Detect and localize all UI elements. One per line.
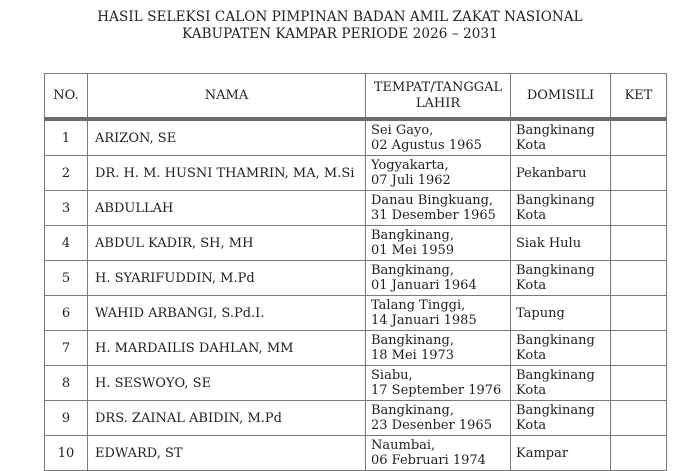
header-nama: NAMA xyxy=(88,74,366,120)
cell-tempat-tanggal-lahir xyxy=(366,366,511,401)
cell-no: 5 xyxy=(45,261,88,296)
cell-tempat: Bangkinang, xyxy=(371,263,454,278)
cell-ket xyxy=(611,119,667,156)
cell-tanggal: 14 Januari 1985 xyxy=(371,313,477,328)
header-ttl-line2: LAHIR xyxy=(415,95,461,111)
cell-no: 2 xyxy=(45,156,88,191)
cell-domisili-line1: Bangkinang xyxy=(516,123,595,138)
cell-tempat: Yogyakarta, xyxy=(371,158,449,173)
table-row xyxy=(45,261,667,296)
cell-tempat-tanggal-lahir xyxy=(366,436,511,471)
selection-results-table xyxy=(44,73,667,471)
cell-ket xyxy=(611,296,667,331)
cell-tempat-tanggal-lahir xyxy=(366,401,511,436)
cell-tanggal: 02 Agustus 1965 xyxy=(371,138,482,153)
cell-domisili xyxy=(511,226,611,261)
cell-tempat: Bangkinang, xyxy=(371,228,454,243)
cell-no: 3 xyxy=(45,191,88,226)
cell-nama: ABDULLAH xyxy=(88,191,366,226)
cell-domisili xyxy=(511,156,611,191)
cell-tempat-tanggal-lahir xyxy=(366,119,511,156)
table-row xyxy=(45,436,667,471)
cell-no: 1 xyxy=(45,119,88,156)
cell-domisili xyxy=(511,331,611,366)
cell-tempat: Bangkinang, xyxy=(371,403,454,418)
cell-nama: H. SYARIFUDDIN, M.Pd xyxy=(88,261,366,296)
document-title-line1: HASIL SELEKSI CALON PIMPINAN BADAN AMIL ZAKAT NASIONAL xyxy=(97,9,583,25)
cell-tempat-tanggal-lahir xyxy=(366,191,511,226)
cell-tempat: Naumbai, xyxy=(371,438,436,453)
table-row xyxy=(45,296,667,331)
cell-ket xyxy=(611,156,667,191)
header-ttl-line1: TEMPAT/TANGGAL xyxy=(373,79,503,95)
cell-nama: ARIZON, SE xyxy=(88,119,366,156)
cell-domisili-line1: Pekanbaru xyxy=(516,165,587,181)
cell-ket xyxy=(611,191,667,226)
cell-tempat: Talang Tinggi, xyxy=(371,298,466,313)
cell-no: 4 xyxy=(45,226,88,261)
cell-tanggal: 06 Februari 1974 xyxy=(371,453,486,468)
table-row xyxy=(45,331,667,366)
cell-domisili-line2: Kota xyxy=(516,348,547,363)
cell-no: 6 xyxy=(45,296,88,331)
document-title-line2: KABUPATEN KAMPAR PERIODE 2026 – 2031 xyxy=(182,26,498,42)
cell-nama: EDWARD, ST xyxy=(88,436,366,471)
cell-domisili-line1: Tapung xyxy=(516,305,565,321)
cell-nama: DRS. ZAINAL ABIDIN, M.Pd xyxy=(88,401,366,436)
cell-domisili xyxy=(511,436,611,471)
cell-tempat: Siabu, xyxy=(371,368,413,383)
cell-tempat-tanggal-lahir xyxy=(366,226,511,261)
cell-tanggal: 01 Januari 1964 xyxy=(371,278,477,293)
cell-tempat: Danau Bingkuang, xyxy=(371,193,494,208)
cell-ket xyxy=(611,401,667,436)
cell-tanggal: 23 Desenber 1965 xyxy=(371,418,492,433)
table-row xyxy=(45,156,667,191)
header-tempat-tanggal-lahir xyxy=(366,74,511,120)
cell-domisili-line2: Kota xyxy=(516,278,547,293)
cell-no: 7 xyxy=(45,331,88,366)
cell-nama: WAHID ARBANGI, S.Pd.I. xyxy=(88,296,366,331)
cell-ket xyxy=(611,366,667,401)
cell-nama: ABDUL KADIR, SH, MH xyxy=(88,226,366,261)
table-row xyxy=(45,366,667,401)
cell-domisili xyxy=(511,191,611,226)
cell-tempat-tanggal-lahir xyxy=(366,296,511,331)
cell-domisili-line2: Kota xyxy=(516,418,547,433)
cell-domisili-line1: Bangkinang xyxy=(516,368,595,383)
cell-tanggal: 01 Mei 1959 xyxy=(371,243,455,258)
cell-tempat: Bangkinang, xyxy=(371,333,454,348)
cell-domisili-line1: Kampar xyxy=(516,445,569,461)
cell-domisili xyxy=(511,366,611,401)
cell-domisili-line1: Bangkinang xyxy=(516,403,595,418)
cell-tempat: Sei Gayo, xyxy=(371,123,434,138)
table-row xyxy=(45,226,667,261)
cell-no: 9 xyxy=(45,401,88,436)
cell-tanggal: 31 Desember 1965 xyxy=(371,208,496,223)
cell-domisili-line2: Kota xyxy=(516,138,547,153)
table-header-row xyxy=(45,74,667,120)
cell-tanggal: 18 Mei 1973 xyxy=(371,348,455,363)
cell-domisili xyxy=(511,261,611,296)
cell-tempat-tanggal-lahir xyxy=(366,156,511,191)
cell-tempat-tanggal-lahir xyxy=(366,331,511,366)
header-ket: KET xyxy=(611,74,667,120)
cell-tanggal: 17 September 1976 xyxy=(371,383,502,398)
header-domisili: DOMISILI xyxy=(511,74,611,120)
cell-domisili-line1: Bangkinang xyxy=(516,263,595,278)
header-no: NO. xyxy=(45,74,88,120)
cell-domisili-line1: Bangkinang xyxy=(516,333,595,348)
cell-domisili-line2: Kota xyxy=(516,208,547,223)
table-row xyxy=(45,191,667,226)
cell-domisili-line1: Bangkinang xyxy=(516,193,595,208)
cell-domisili xyxy=(511,296,611,331)
cell-domisili-line1: Siak Hulu xyxy=(516,235,582,251)
cell-no: 10 xyxy=(45,436,88,471)
cell-tempat-tanggal-lahir xyxy=(366,261,511,296)
cell-nama: H. SESWOYO, SE xyxy=(88,366,366,401)
cell-domisili-line2: Kota xyxy=(516,383,547,398)
cell-nama: DR. H. M. HUSNI THAMRIN, MA, M.Si xyxy=(88,156,366,191)
cell-tanggal: 07 Juli 1962 xyxy=(371,173,451,188)
table-row xyxy=(45,401,667,436)
cell-ket xyxy=(611,226,667,261)
cell-nama: H. MARDAILIS DAHLAN, MM xyxy=(88,331,366,366)
cell-no: 8 xyxy=(45,366,88,401)
cell-domisili xyxy=(511,119,611,156)
cell-ket xyxy=(611,261,667,296)
table-row xyxy=(45,119,667,156)
cell-ket xyxy=(611,331,667,366)
cell-domisili xyxy=(511,401,611,436)
cell-ket xyxy=(611,436,667,471)
